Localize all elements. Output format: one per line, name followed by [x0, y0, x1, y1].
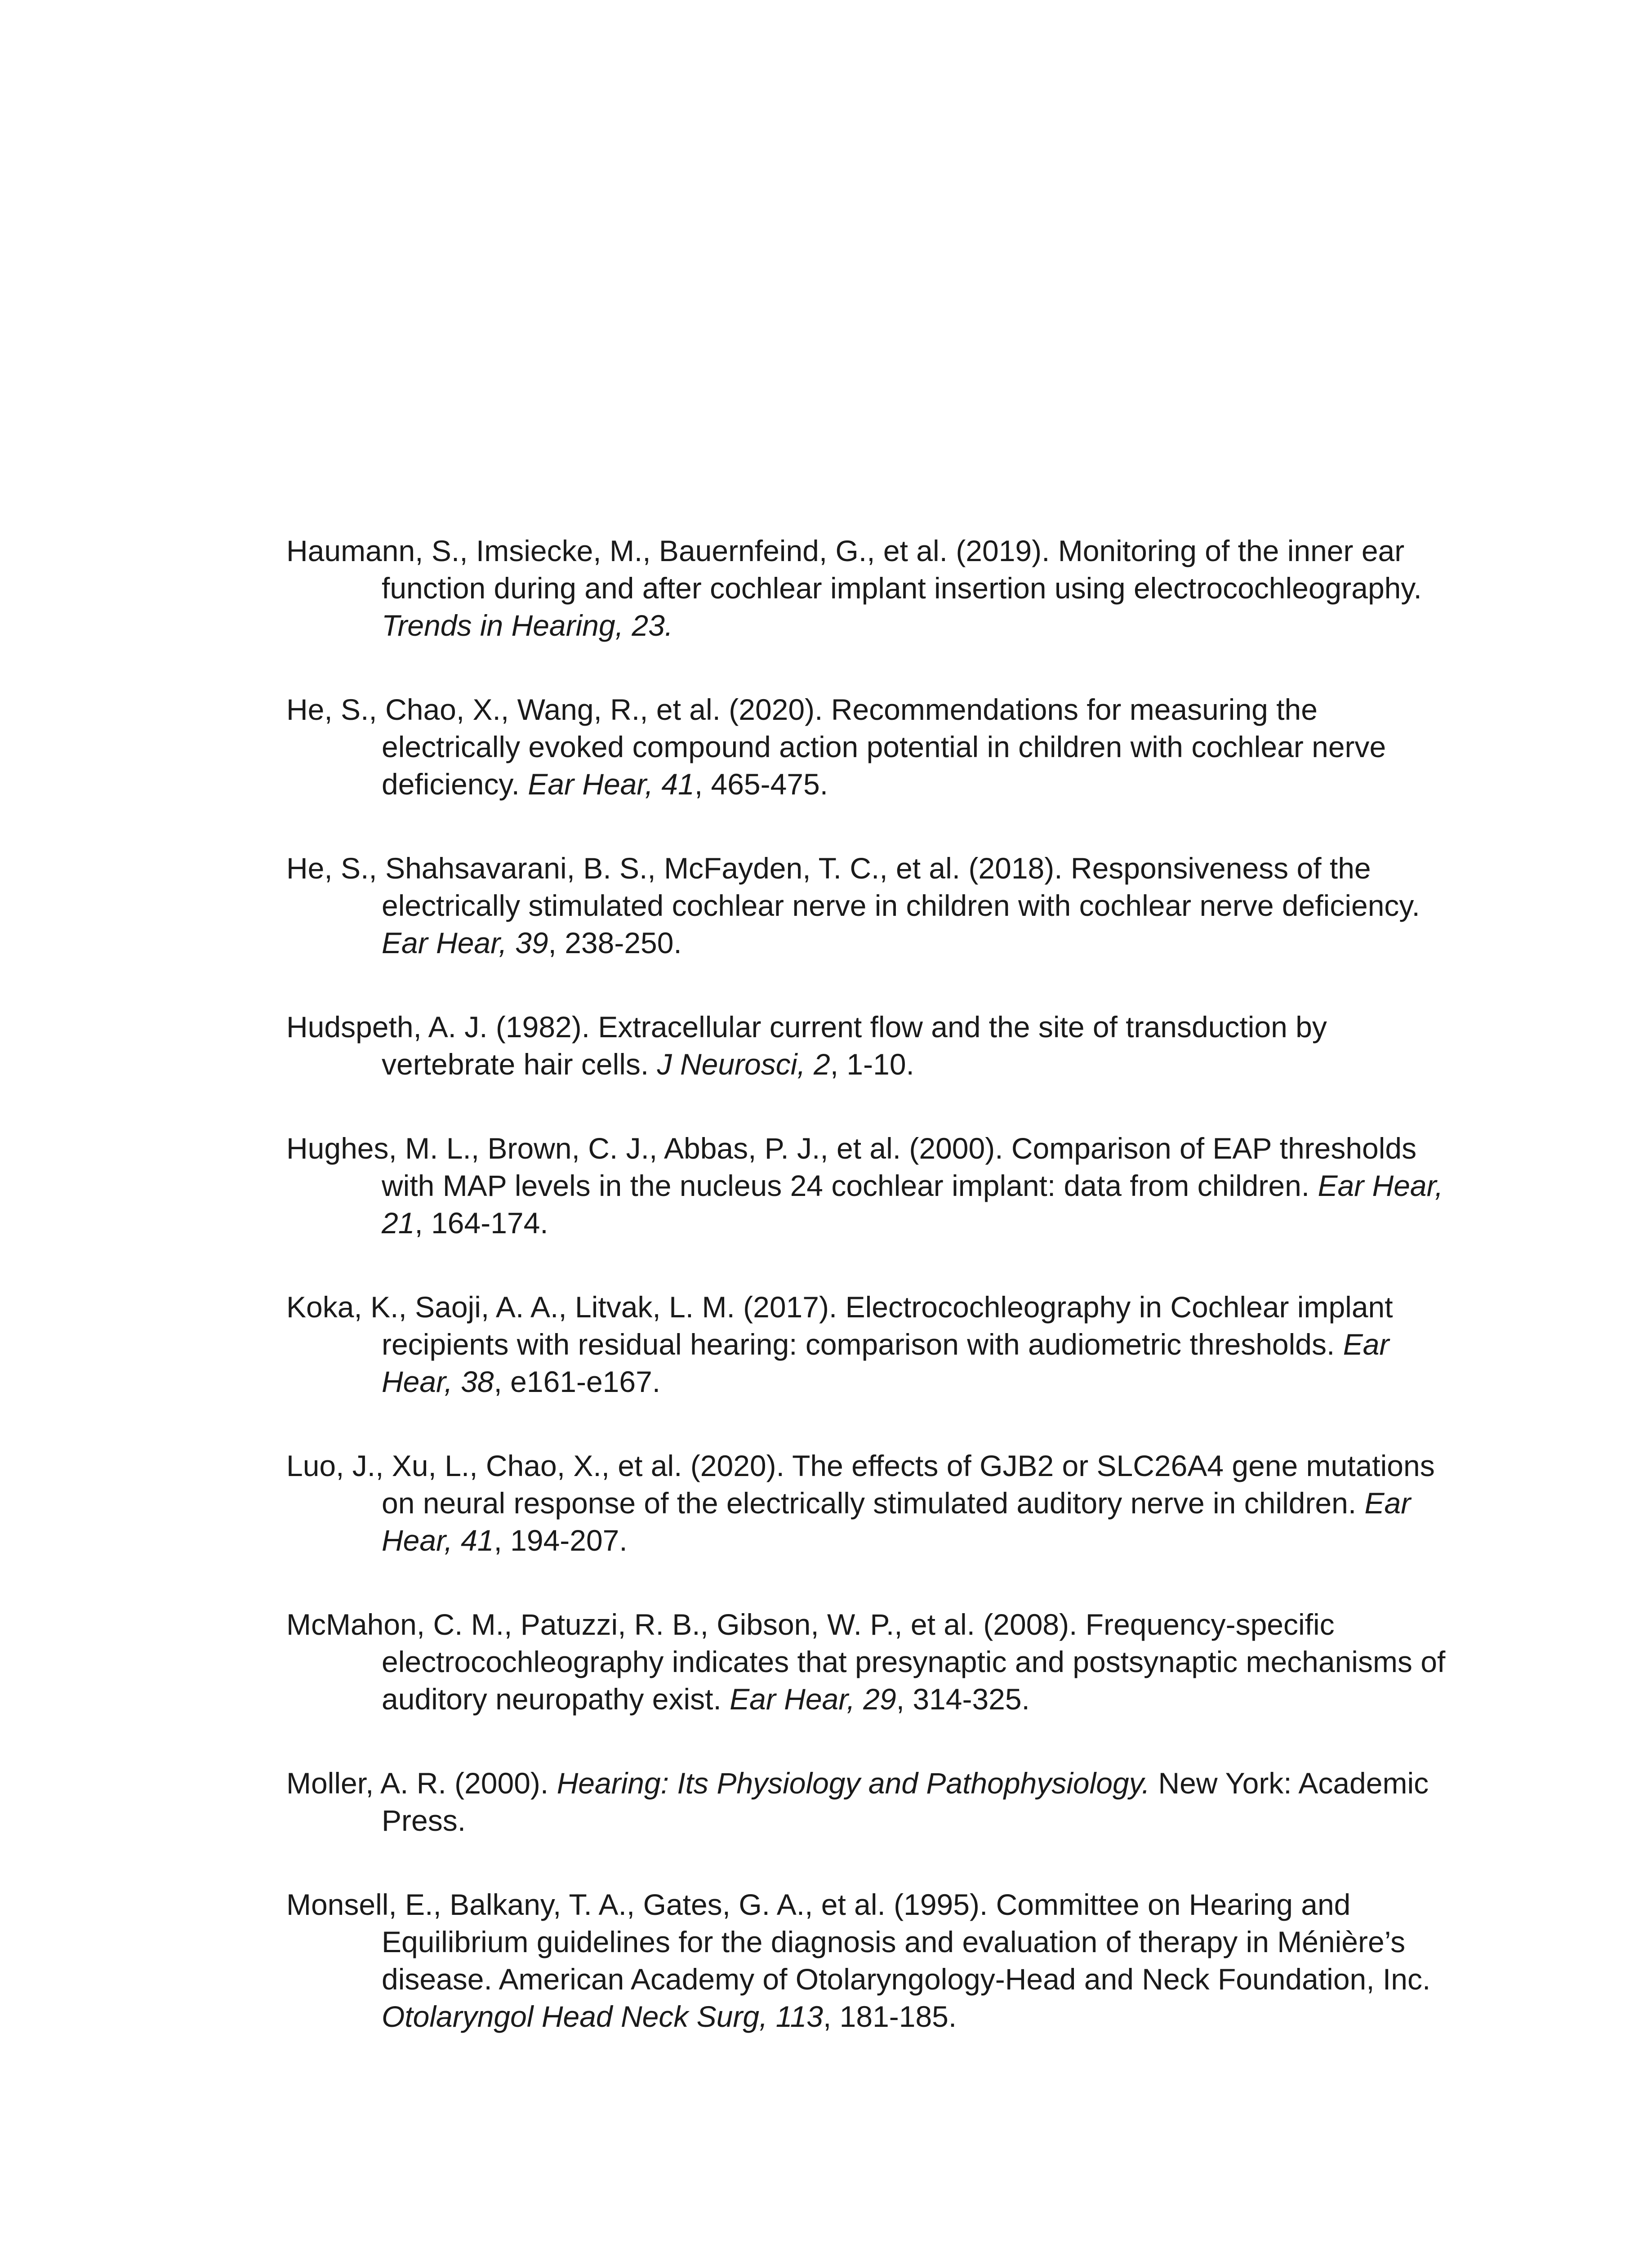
- reference-text: Monsell, E., Balkany, T. A., Gates, G. A., et al. (1995). Committee on Hearing and Equilibrium guidelines for the diagnosis and evaluation of therapy in Ménière’s disease. American Academy of Otolaryngology-Head and Neck Foundation, Inc.: [286, 1888, 1431, 1996]
- reference-entry: [286, 850, 1451, 962]
- reference-journal: Ear Hear, 41: [382, 1486, 1411, 1557]
- reference-pages: , 194-207.: [494, 1524, 628, 1557]
- reference-entry: [286, 1289, 1451, 1401]
- reference-pages: , 314-325.: [896, 1682, 1030, 1716]
- reference-journal: Ear Hear, 38: [382, 1328, 1389, 1398]
- reference-pages: , e161-e167.: [494, 1365, 661, 1398]
- reference-entry: [286, 1765, 1451, 1839]
- reference-pages: New York: Academic Press.: [382, 1766, 1429, 1837]
- reference-entry: [286, 1447, 1451, 1559]
- reference-text: Hudspeth, A. J. (1982). Extracellular current flow and the site of transduction by vertebrate hair cells.: [286, 1010, 1327, 1081]
- reference-pages: , 181-185.: [823, 2000, 957, 2033]
- reference-journal: Trends in Hearing, 23.: [382, 609, 673, 642]
- reference-pages: , 238-250.: [548, 926, 682, 959]
- reference-entry: [286, 1886, 1451, 2035]
- reference-journal: Ear Hear, 21: [382, 1169, 1443, 1240]
- reference-entry: [286, 691, 1451, 803]
- reference-text: McMahon, C. M., Patuzzi, R. B., Gibson, W. P., et al. (2008). Frequency-specific electrocochleography indicates that presynaptic and postsynaptic mechanisms of auditory neuropathy exist.: [286, 1608, 1446, 1716]
- reference-pages: , 164-174.: [414, 1206, 548, 1240]
- reference-text: He, S., Shahsavarani, B. S., McFayden, T. C., et al. (2018). Responsiveness of the electrically stimulated cochlear nerve in children with cochlear nerve deficiency.: [286, 852, 1420, 922]
- reference-list: [286, 532, 1451, 2035]
- reference-pages: , 1-10.: [830, 1048, 914, 1081]
- reference-journal: Hearing: Its Physiology and Pathophysiology.: [557, 1766, 1150, 1800]
- reference-journal: Ear Hear, 39: [382, 926, 548, 959]
- reference-journal: J Neurosci, 2: [657, 1048, 830, 1081]
- reference-text: Hughes, M. L., Brown, C. J., Abbas, P. J., et al. (2000). Comparison of EAP thresholds with MAP levels in the nucleus 24 cochlear implant: data from children.: [286, 1132, 1417, 1202]
- reference-text: Moller, A. R. (2000).: [286, 1766, 557, 1800]
- reference-text: He, S., Chao, X., Wang, R., et al. (2020). Recommendations for measuring the electrically evoked compound action potential in children with cochlear nerve deficiency.: [286, 693, 1386, 801]
- reference-text: Luo, J., Xu, L., Chao, X., et al. (2020). The effects of GJB2 or SLC26A4 gene mutations on neural response of the electrically stimulated auditory nerve in children.: [286, 1449, 1435, 1520]
- reference-pages: , 465-475.: [694, 767, 828, 801]
- reference-journal: Ear Hear, 29: [730, 1682, 896, 1716]
- reference-entry: [286, 1606, 1451, 1718]
- reference-entry: [286, 1130, 1451, 1242]
- reference-entry: [286, 1008, 1451, 1083]
- reference-journal: Ear Hear, 41: [528, 767, 695, 801]
- reference-entry: [286, 532, 1451, 644]
- reference-text: Haumann, S., Imsiecke, M., Bauernfeind, G., et al. (2019). Monitoring of the inner ear function during and after cochlear implant insertion using electrocochleography.: [286, 534, 1422, 605]
- reference-journal: Otolaryngol Head Neck Surg, 113: [382, 2000, 823, 2033]
- reference-text: Koka, K., Saoji, A. A., Litvak, L. M. (2017). Electrocochleography in Cochlear implant recipients with residual hearing: comparison with audiometric thresholds.: [286, 1290, 1393, 1361]
